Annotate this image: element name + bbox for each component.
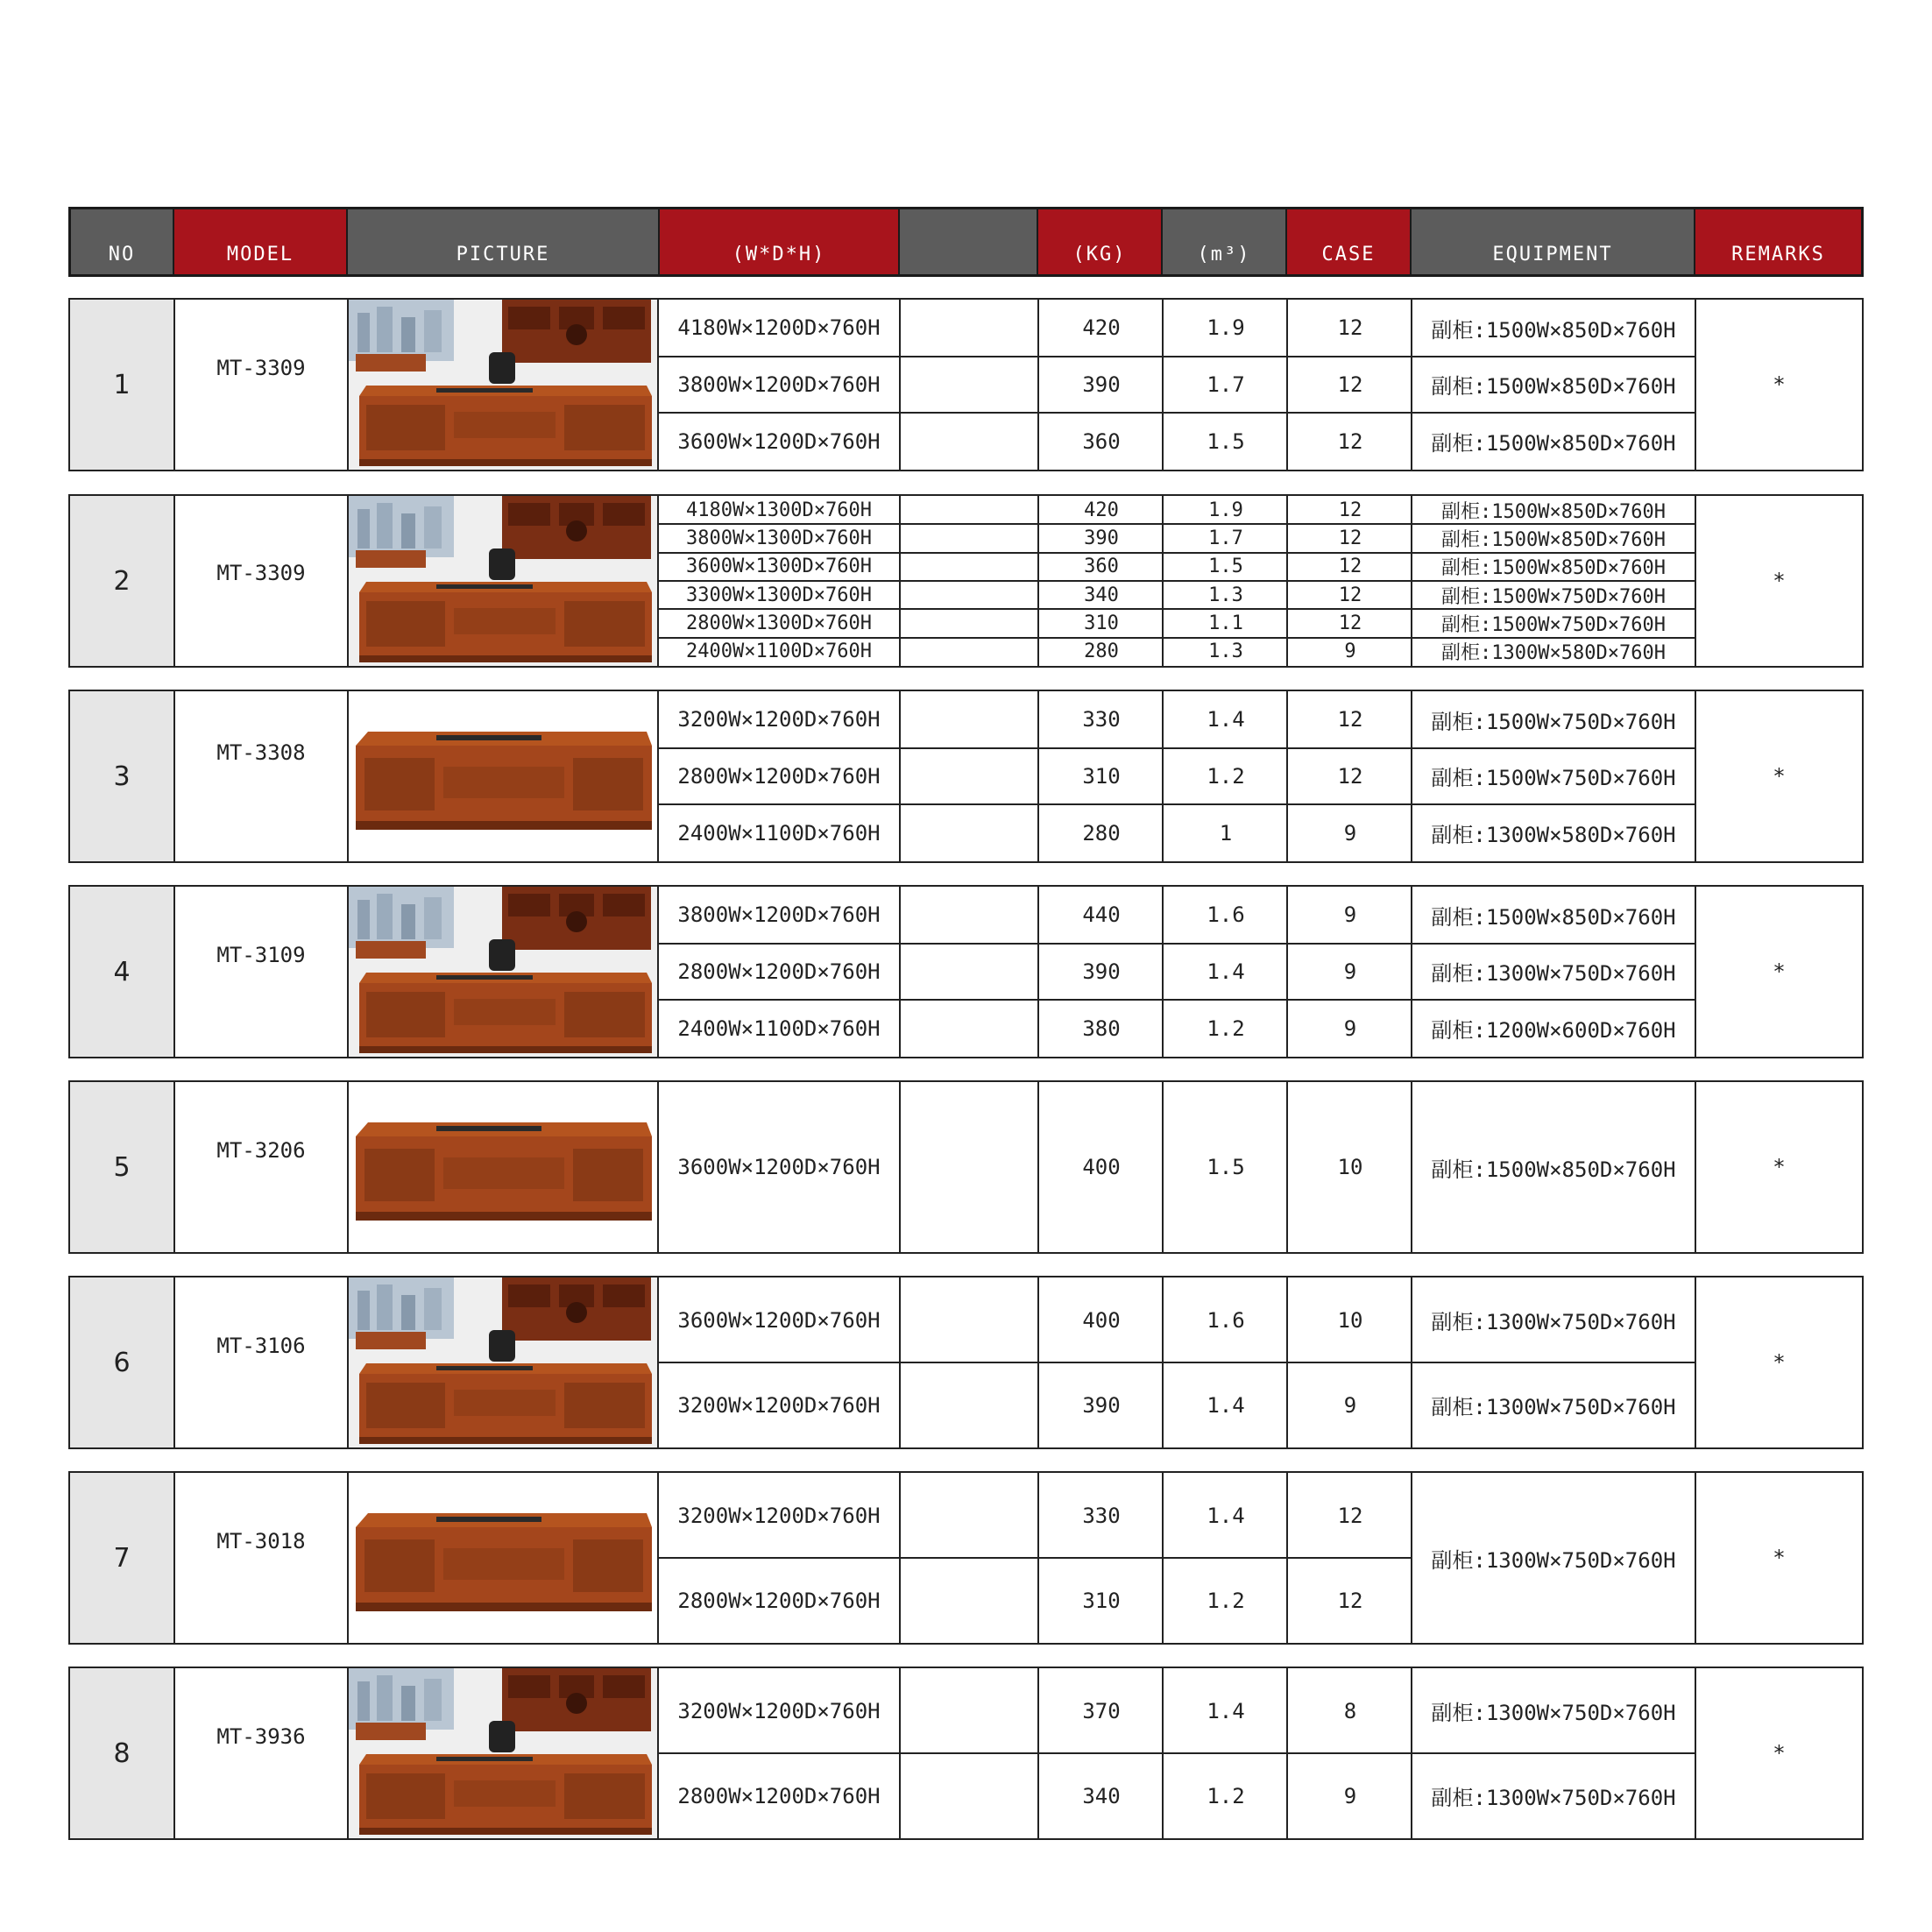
row-divider — [659, 999, 1695, 1001]
weight-cell: 420 — [1084, 499, 1119, 521]
product-picture — [349, 1277, 659, 1447]
weight-cell: 310 — [1084, 612, 1119, 634]
case-cell: 9 — [1343, 1392, 1357, 1418]
weight-cell: 330 — [1082, 1503, 1121, 1528]
size-cell: 3200W×1200D×760H — [677, 707, 881, 732]
size-cell: 3800W×1200D×760H — [677, 902, 881, 928]
size-cell: 2400W×1100D×760H — [677, 1016, 881, 1041]
case-cell: 9 — [1343, 959, 1357, 984]
size-cell: 4180W×1300D×760H — [686, 499, 872, 521]
product-picture — [349, 1668, 659, 1838]
column-divider — [347, 1277, 349, 1447]
row-divider — [659, 356, 1695, 357]
product-group — [68, 1080, 1864, 1254]
column-divider — [899, 300, 901, 470]
case-cell: 10 — [1337, 1307, 1363, 1333]
column-divider — [899, 1082, 901, 1252]
volume-cell: 1.4 — [1207, 1698, 1245, 1723]
remarks-cell: * — [1773, 1741, 1786, 1766]
case-cell: 12 — [1337, 763, 1363, 789]
column-divider — [899, 887, 901, 1057]
weight-cell: 390 — [1082, 1392, 1121, 1418]
weight-cell: 360 — [1082, 428, 1121, 454]
case-cell: 8 — [1343, 1698, 1357, 1723]
row-divider — [659, 1557, 1412, 1559]
weight-cell: 440 — [1082, 902, 1121, 928]
model-code: MT-3308 — [216, 740, 306, 765]
row-divider — [659, 1752, 1695, 1754]
case-cell: 9 — [1343, 902, 1357, 928]
desk-photo — [349, 1668, 659, 1838]
case-cell: 12 — [1337, 707, 1363, 732]
column-divider — [347, 691, 349, 861]
row-divider — [659, 943, 1695, 945]
size-cell: 3600W×1300D×760H — [686, 556, 872, 578]
case-cell: 12 — [1338, 584, 1362, 606]
equipment-cell: 副柜:1500W×850D×760H — [1441, 557, 1666, 580]
volume-cell: 1.2 — [1207, 1783, 1245, 1808]
size-cell: 2800W×1300D×760H — [686, 612, 872, 634]
header-model: MODEL — [174, 209, 348, 274]
equipment-cell: 副柜:1300W×750D×760H — [1431, 1701, 1676, 1725]
remarks-cell: * — [1773, 569, 1786, 593]
remarks-cell: * — [1773, 372, 1786, 397]
header-picture: PICTURE — [348, 209, 660, 274]
equipment-cell: 副柜:1300W×750D×760H — [1431, 1786, 1676, 1810]
desk-photo — [349, 1473, 659, 1643]
column-divider — [347, 1473, 349, 1643]
volume-cell: 1.7 — [1207, 372, 1245, 397]
product-group — [68, 298, 1864, 471]
column-divider — [347, 300, 349, 470]
row-number: 7 — [70, 1473, 173, 1643]
column-divider — [173, 887, 175, 1057]
volume-cell: 1.9 — [1207, 315, 1245, 341]
case-cell: 12 — [1338, 527, 1362, 549]
volume-cell: 1.9 — [1208, 499, 1243, 521]
row-number: 6 — [70, 1277, 173, 1447]
weight-cell: 390 — [1084, 527, 1119, 549]
case-cell: 9 — [1343, 1783, 1357, 1808]
case-cell: 12 — [1338, 612, 1362, 634]
equipment-cell: 副柜:1500W×750D×760H — [1441, 613, 1666, 636]
header-size: (W*D*H) — [660, 209, 900, 274]
equipment-cell: 副柜:1500W×850D×760H — [1431, 1157, 1676, 1182]
product-group — [68, 1471, 1864, 1645]
product-picture — [349, 1082, 659, 1252]
table-header — [68, 207, 1864, 277]
equipment-cell: 副柜:1300W×580D×760H — [1431, 823, 1676, 848]
row-divider — [659, 580, 1695, 582]
column-divider — [347, 1668, 349, 1838]
product-picture — [349, 1473, 659, 1643]
model-code: MT-3309 — [216, 356, 306, 380]
weight-cell: 310 — [1082, 763, 1121, 789]
desk-photo — [349, 691, 659, 861]
product-group — [68, 494, 1864, 668]
column-divider — [173, 300, 175, 470]
equipment-cell: 副柜:1500W×850D×760H — [1431, 374, 1676, 400]
model-code: MT-3018 — [216, 1529, 306, 1553]
size-cell: 3800W×1300D×760H — [686, 527, 872, 549]
size-cell: 3300W×1300D×760H — [686, 584, 872, 606]
remarks-cell: * — [1773, 1155, 1786, 1179]
header-volume: (m³) — [1163, 209, 1287, 274]
header-equipment: EQUIPMENT — [1412, 209, 1695, 274]
size-cell: 2400W×1100D×760H — [677, 820, 881, 846]
case-cell: 9 — [1343, 1016, 1357, 1041]
equipment-cell: 副柜:1500W×850D×760H — [1431, 317, 1676, 343]
case-cell: 12 — [1338, 556, 1362, 578]
volume-cell: 1.4 — [1207, 707, 1245, 732]
header-weight: (KG) — [1038, 209, 1163, 274]
case-cell: 12 — [1337, 315, 1363, 341]
row-divider — [659, 608, 1695, 610]
case-cell: 9 — [1343, 820, 1357, 846]
weight-cell: 380 — [1082, 1016, 1121, 1041]
size-cell: 2800W×1200D×760H — [677, 763, 881, 789]
equipment-cell: 副柜:1300W×580D×760H — [1441, 642, 1666, 665]
volume-cell: 1.2 — [1207, 1588, 1245, 1613]
header-remarks: REMARKS — [1695, 209, 1861, 274]
equipment-cell: 副柜:1500W×850D×760H — [1441, 500, 1666, 523]
product-group — [68, 690, 1864, 863]
row-number: 3 — [70, 691, 173, 861]
row-number: 8 — [70, 1668, 173, 1838]
column-divider — [347, 1082, 349, 1252]
model-code: MT-3109 — [216, 943, 306, 967]
desk-photo — [349, 887, 659, 1057]
remarks-cell: * — [1773, 959, 1786, 984]
desk-photo — [349, 300, 659, 470]
product-picture — [349, 691, 659, 861]
desk-photo — [349, 1082, 659, 1252]
case-cell: 12 — [1337, 372, 1363, 397]
equipment-cell: 副柜:1300W×750D×760H — [1431, 961, 1676, 987]
desk-photo — [349, 496, 659, 666]
column-divider — [899, 691, 901, 861]
column-divider — [347, 887, 349, 1057]
weight-cell: 370 — [1082, 1698, 1121, 1723]
weight-cell: 390 — [1082, 372, 1121, 397]
equipment-cell: 副柜:1500W×850D×760H — [1431, 431, 1676, 456]
model-code: MT-3206 — [216, 1138, 306, 1163]
weight-cell: 360 — [1084, 556, 1119, 578]
model-code: MT-3936 — [216, 1724, 306, 1749]
volume-cell: 1.6 — [1207, 1307, 1245, 1333]
equipment-cell: 副柜:1300W×750D×760H — [1431, 1310, 1676, 1334]
row-divider — [659, 637, 1695, 639]
size-cell: 4180W×1200D×760H — [677, 315, 881, 341]
size-cell: 3600W×1200D×760H — [677, 1155, 881, 1179]
equipment-cell: 副柜:1500W×850D×760H — [1431, 904, 1676, 930]
product-picture — [349, 496, 659, 666]
column-divider — [173, 1668, 175, 1838]
volume-cell: 1.4 — [1207, 1392, 1245, 1418]
size-cell: 3200W×1200D×760H — [677, 1503, 881, 1528]
remarks-cell: * — [1773, 1350, 1786, 1375]
weight-cell: 330 — [1082, 707, 1121, 732]
case-cell: 12 — [1337, 428, 1363, 454]
size-cell: 3200W×1200D×760H — [677, 1392, 881, 1418]
volume-cell: 1.5 — [1208, 556, 1243, 578]
volume-cell: 1.7 — [1208, 527, 1243, 549]
product-group — [68, 885, 1864, 1058]
remarks-cell: * — [1773, 764, 1786, 789]
case-cell: 12 — [1337, 1588, 1363, 1613]
volume-cell: 1.3 — [1208, 584, 1243, 606]
case-cell: 9 — [1344, 640, 1356, 663]
row-divider — [659, 412, 1695, 414]
row-divider — [659, 803, 1695, 805]
column-divider — [173, 1277, 175, 1447]
row-number: 1 — [70, 300, 173, 470]
volume-cell: 1.4 — [1207, 1503, 1245, 1528]
size-cell: 3600W×1200D×760H — [677, 428, 881, 454]
size-cell: 2800W×1200D×760H — [677, 1783, 881, 1808]
product-picture — [349, 300, 659, 470]
column-divider — [347, 496, 349, 666]
case-cell: 12 — [1337, 1503, 1363, 1528]
column-divider — [173, 1473, 175, 1643]
volume-cell: 1.6 — [1207, 902, 1245, 928]
weight-cell: 340 — [1084, 584, 1119, 606]
equipment-cell: 副柜:1500W×850D×760H — [1441, 528, 1666, 551]
weight-cell: 390 — [1082, 959, 1121, 984]
weight-cell: 400 — [1082, 1155, 1121, 1179]
product-picture — [349, 887, 659, 1057]
equipment-cell: 副柜:1300W×750D×760H — [1431, 1547, 1676, 1573]
volume-cell: 1.5 — [1207, 428, 1245, 454]
weight-cell: 340 — [1082, 1783, 1121, 1808]
header-blank — [900, 209, 1038, 274]
equipment-cell: 副柜:1200W×600D×760H — [1431, 1018, 1676, 1044]
weight-cell: 400 — [1082, 1307, 1121, 1333]
row-number: 4 — [70, 887, 173, 1057]
volume-cell: 1.1 — [1208, 612, 1243, 634]
size-cell: 3800W×1200D×760H — [677, 372, 881, 397]
size-cell: 3200W×1200D×760H — [677, 1698, 881, 1723]
row-divider — [659, 523, 1695, 525]
volume-cell: 1.2 — [1207, 763, 1245, 789]
equipment-cell: 副柜:1500W×750D×760H — [1441, 585, 1666, 608]
column-divider — [173, 1082, 175, 1252]
weight-cell: 280 — [1084, 640, 1119, 663]
column-divider — [173, 496, 175, 666]
model-code: MT-3309 — [216, 561, 306, 585]
volume-cell: 1.5 — [1207, 1155, 1245, 1179]
case-cell: 10 — [1337, 1155, 1363, 1179]
row-number: 5 — [70, 1082, 173, 1252]
remarks-cell: * — [1773, 1546, 1786, 1570]
weight-cell: 280 — [1082, 820, 1121, 846]
volume-cell: 1.4 — [1207, 959, 1245, 984]
header-case: CASE — [1287, 209, 1412, 274]
row-divider — [659, 552, 1695, 554]
size-cell: 2800W×1200D×760H — [677, 959, 881, 984]
volume-cell: 1 — [1219, 820, 1233, 846]
volume-cell: 1.2 — [1207, 1016, 1245, 1041]
row-number: 2 — [70, 496, 173, 666]
equipment-cell: 副柜:1300W×750D×760H — [1431, 1395, 1676, 1419]
row-divider — [659, 747, 1695, 749]
desk-photo — [349, 1277, 659, 1447]
model-code: MT-3106 — [216, 1334, 306, 1358]
equipment-cell: 副柜:1500W×750D×760H — [1431, 709, 1676, 734]
row-divider — [659, 1362, 1695, 1363]
weight-cell: 420 — [1082, 315, 1121, 341]
size-cell: 2800W×1200D×760H — [677, 1588, 881, 1613]
size-cell: 3600W×1200D×760H — [677, 1307, 881, 1333]
case-cell: 12 — [1338, 499, 1362, 521]
equipment-cell: 副柜:1500W×750D×760H — [1431, 766, 1676, 791]
product-group — [68, 1276, 1864, 1449]
weight-cell: 310 — [1082, 1588, 1121, 1613]
volume-cell: 1.3 — [1208, 640, 1243, 663]
column-divider — [173, 691, 175, 861]
size-cell: 2400W×1100D×760H — [686, 640, 872, 663]
product-group — [68, 1667, 1864, 1840]
header-no: NO — [71, 209, 174, 274]
